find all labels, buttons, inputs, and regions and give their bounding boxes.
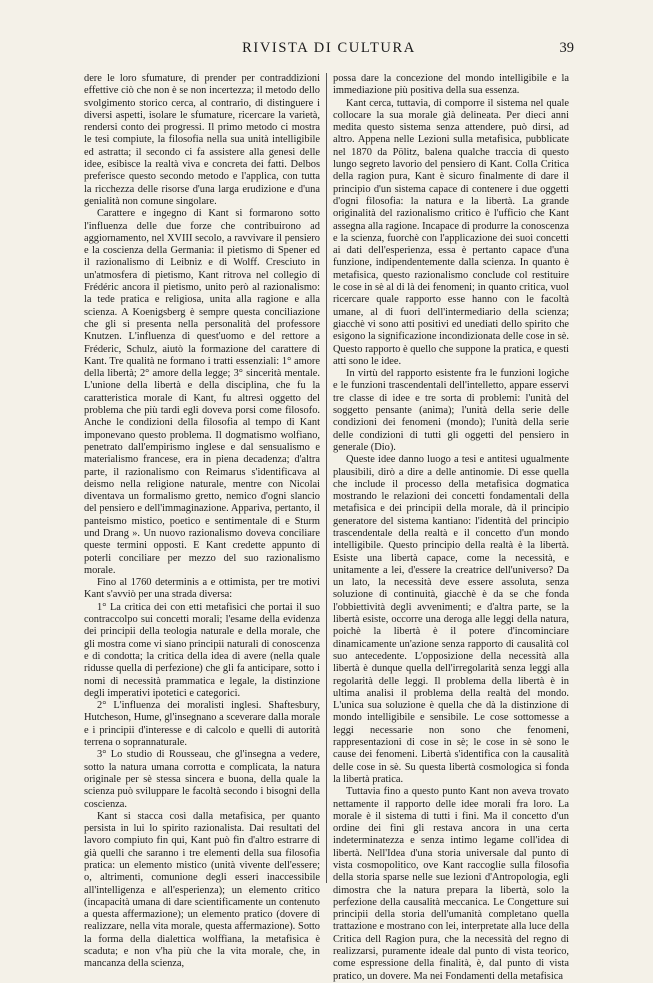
paragraph: possa dare la concezione del mondo intelligibile e la immediazione più positiva della sua essenza. — [333, 73, 569, 97]
right-column — [333, 73, 569, 982]
list-item: 2° L'influenza dei moralisti inglesi. Shaftesbury, Hutcheson, Hume, gl'insegnano a sceverare dalla morale e i principii d'interesse e di calcolo e quelli di autorità terrena o soprannaturale. — [84, 700, 320, 749]
paragraph: dere le loro sfumature, di prender per contraddizioni effettive ciò che non è se non incertezza; il metodo dello svolgimento storico cerca, al contrario, di distinguere i diversi aspetti, isolare le sfumature, ricercare la varietà, rendersi conto dei progressi. Il primo metodo ci mostra le tesi compiute, la filosofia nella sua unità intelligibile ed astratta; il secondo ci fa assistere alla genesi delle idee, esibisce la realtà viva e concreta dei fatti. Delbos preferisce questo secondo metodo e l'applica, con tutta la ricchezza delle risorse d'una larga erudizione e d'una genialità non comune singolare. — [84, 73, 320, 207]
paragraph: Fino al 1760 determinis a e ottimista, per tre motivi Kant s'avviò per una strada diversa: — [84, 577, 320, 601]
page-header — [84, 40, 574, 60]
paragraph: Queste idee danno luogo a tesi e antitesi ugualmente plausibili, dirò a dire a delle antinomie. Di esse quella che include il processo della metafisica dogmatica mostrando le relazioni dei concetti fondamentali della metafisica e dei principii della morale, dà il principio generatore del sistema kantiano: l'identità del principio trascendentale della realtà e il concetto d'un mondo intelligibile. Questo principio della realtà è la libertà. Esiste una libertà capace, come la necessità, e unitamente a lei, d'essere la creatrice dell'universo? Da un lato, la necessità deve essere assoluta, senza soluzione di continuità, giacchè è da se che fonda l'obbiettività degli avvenimenti; e d'altra parte, se la libertà esiste, occorre una deroga alle leggi della natura, poichè la libertà è il potere d'incominciare dinamicamente un'azione senza rapporto di causalità col suo antecedente. L'opposizione della necessità alla libertà è dunque quella dell'irregolarità senza leggi alla regolarità delle leggi. Il problema della libertà è in ultima analisi il problema della realtà del mondo. L'unica sua soluzione è quella che dà la distinzione di mondo intelligibile e sensibile. Le cose sottomesse a leggi necessarie non sono che fenomeni, rappresentazioni di cose in sè; le cose in sè sono le cause dei fenomeni. Libertà s'identifica con la causalità delle cose in sè. Su questa libertà cosmologica si fonda la libertà pratica. — [333, 454, 569, 785]
column-divider — [326, 73, 327, 883]
paragraph: Kant cerca, tuttavia, di comporre il sistema nel quale collocare la sua morale già delineata. Per dieci anni medita questo sistema senza attendere, può dirsi, ad altro. Appena nelle Lezioni sulla metafisica, pubblicate nel 1870 da Pölitz, balena qualche traccia di questo lungo segreto lavorio del pensiero di Kant. Colla Critica della ragion pura, Kant è sicuro finalmente di dare il principio d'un sistema capace di contenere i due oggetti d'ogni filosofia: la natura e la libertà. La grande originalità del razionalismo critico è l'ufficio che Kant assegna alla ragione. Incapace di produrre la conoscenza e la scienza, fuorchè con l'applicazione dei suoi concetti ai dati dell'esperienza, essa è pertanto capace d'una funzione, indipendentemente dalla scienza. In quanto è metafisica, questo razionalismo conclude col restituire le cose in sè al di là dei fenomeni; in quanto critica, vuol ricercare quale rapporto esse hanno con le facoltà umane, al di fuori dell'intermediario della scienza; giacchè vi sono atti positivi ed unediati dello spirito che esigono la significazione incondizionata delle cose in sè. Questo rapporto è quello che suppone la pratica, e questi atti sono le idee. — [333, 97, 569, 367]
paragraph: Tuttavia fino a questo punto Kant non aveva trovato nettamente il rapporto delle idee morali fra loro. La morale è il sistema di tutti i fini. Ma il concetto d'un ordine dei fini gli restava ancora in una certa indeterminatezza e senza intimo legame coll'idea di libertà. Nell'Idea d'una storia universale dal punto di vista cosmopolitico, ove Kant raccoglie sulla filosofia della storia sparse nelle sue lezioni d'Antropologia, egli dimostra che la natura prepara la libertà, solo la perfezione della causalità meccanica. Le Congetture sui principii della storia dell'umanità completano quella trattazione e mostrano con lei, interpretate alla luce della Critica dell Ragion pura, che la necessità del regno di realizzarsi, puramente ideale dal punto di vista teorico, come espressione della finalità, è, dal punto di vista pratico, un dovere. Ma nei Fondamenti della metafisica — [333, 786, 569, 982]
paragraph: In virtù del rapporto esistente fra le funzioni logiche e le funzioni trascendentali dell'intelletto, appare esservi tre classe di idee e tre sorta di problemi: l'unità del soggetto pensante (anima); l'unità della serie delle condizioni dei fenomeni (mondo); l'unità della serie delle condizioni di tutti gli oggetti del pensiero in generale (Dio). — [333, 368, 569, 453]
left-column — [84, 73, 320, 970]
running-title: RIVISTA DI CULTURA — [242, 40, 416, 56]
list-item: 1° La critica dei con etti metafisici che portai il suo contraccolpo sui concetti morali; l'esame della evidenza dei principii della teologia naturale e della morale, che gli mostra come vi siano principii naturali di conoscenza e di condotta; la critica della idea di avere (nella quale ridusse quella di perfezione) che gli fa anticipare, sotto i nomi di necessità prammatica e legale, la distinzione degli imperativi ipotetici e categorici. — [84, 601, 320, 699]
list-item: 3° Lo studio di Rousseau, che gl'insegna a vedere, sotto la natura umana corrotta e complicata, la natura originale per sè stessa sincera e buona, della quale la scienza può sviluppare le facoltà secondo i bisogni della coscienza. — [84, 749, 320, 810]
paragraph: Carattere e ingegno di Kant si formarono sotto l'influenza delle due forze che contribuirono ad aggiornamento, nel XVIII secolo, a ravvivare il pensiero e la coscienza della Germania: il pietismo di Spener ed il razionalismo di Leibniz e di Wolff. Cresciuto in un'atmosfera di pietismo, Kant ritrova nel collegio di Frédéric ancora il pietismo, unito però al razionalismo: la tede pratica e religiosa, unita alla ragione e alla scienza. A Koenigsberg è sempre questa conciliazione che gli si presenta nella personalità del professore Knutzen. L'influenza di quest'uomo e del rettore a Fréderic, Schulz, aiutò la formazione del carattere di Kant. Tre qualità ne formano i tratti essenziali: 1° amore della libertà; 2° amore della legge; 3° sincerità mentale. L'unione della libertà e della disciplina, che fu la caratteristica morale di Kant, fu altresì oggetto del problema che più tardi egli doveva porsi come filosofo. Anche le condizioni della filosofia al tempo di Kant imponevano questo problema. Il dogmatismo wolfiano, penetrato dall'empirismo inglese e dal sensualismo e materialismo francese, era in piena decadenza; d'altra parte, il razionalismo con Reimarus s'identificava al deismo nella religione naturale, mentre con Nicolai diventava un formalismo gretto, nemico d'ogni slancio del pensiero e dell'immaginazione. Appariva, pertanto, il panteismo mistico, poetico e sentimentale di e Sturm und Drang ». Un nuovo razionalismo doveva conciliare queste termini opposti. E Kant credette appunto di poterli conciliare per mezzo del suo razionalismo morale. — [84, 208, 320, 576]
paragraph: Kant si stacca così dalla metafisica, per quanto persista in lui lo spirito razionalista. Dai resultati del lavoro compiuto fin qui, Kant può fin d'altro estrarre di già quelli che saranno i tre elementi della sua filosofia pratica: un elemento mistico (unità vivente dell'essere; o, altrimenti, comunione degli esseri inaccessibile all'intelligenza e all'esperienza); un elemento critico (incapacità umana di dare scientificamente un contenuto a questa affermazione); un elemento pratico (dovere di realizzare, nella vita morale, questa affermazione). Sotto la forma della dialettica wolffiana, la metafisica è scaduta; e non v'ha più che la vita morale, che, in mancanza della scienza, — [84, 810, 320, 970]
page-number: 39 — [559, 40, 574, 56]
